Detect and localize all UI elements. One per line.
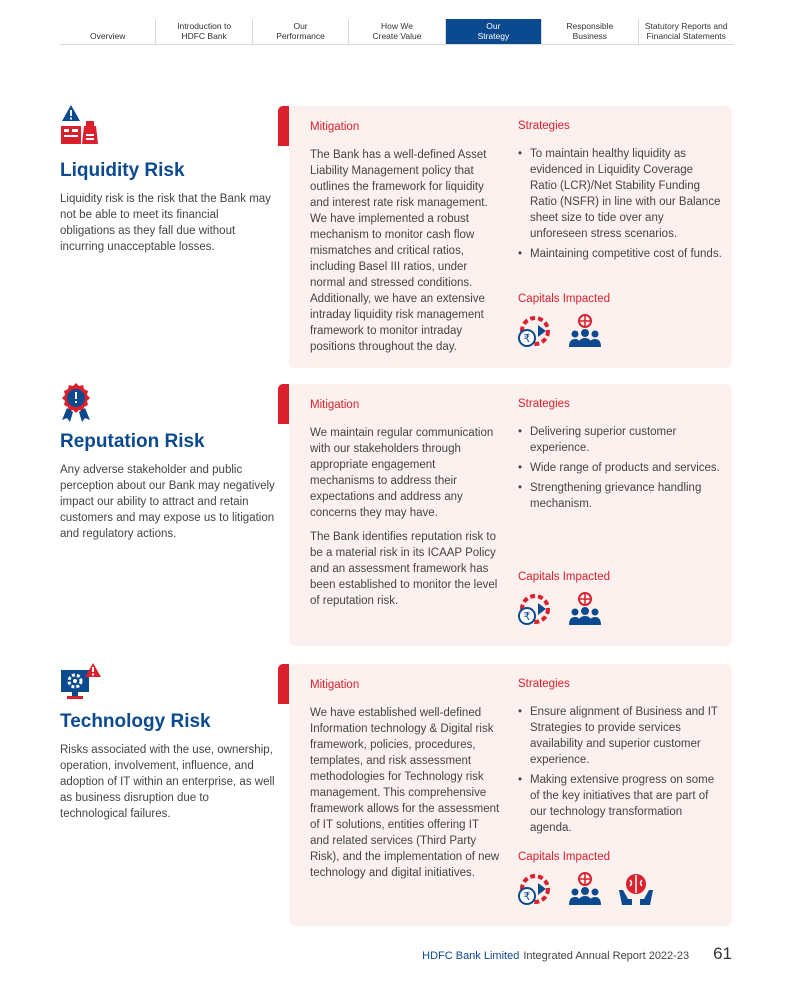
footer-report-title: Integrated Annual Report 2022-23 bbox=[523, 950, 690, 962]
tab-our-strategy[interactable]: Our Strategy bbox=[445, 19, 541, 44]
top-navigation bbox=[60, 19, 734, 45]
mitigation-text: The Bank identifies reputation risk to be a material risk in its ICAAP Policy and an assessment framework has been established to monitor the level of reputation risk. bbox=[310, 531, 498, 607]
risk-title: Liquidity Risk bbox=[60, 160, 185, 181]
strategy-item: • Wide range of products and services. bbox=[518, 460, 723, 476]
capitals-heading: Capitals Impacted bbox=[518, 293, 611, 305]
risk-description: Any adverse stakeholder and public perception about our Bank may negatively impact our ability to attract and retain customers and may expose us to litigation and regulatory actions. bbox=[60, 464, 275, 540]
strategies-heading: Strategies bbox=[518, 120, 570, 132]
tab-introduction[interactable]: Introduction to HDFC Bank bbox=[155, 19, 251, 44]
risk-description: Risks associated with the use, ownership, operation, involvement, influence, and adoption of IT within an enterprise, as well as business disruption due to technological failures. bbox=[60, 744, 275, 820]
mitigation-text: The Bank has a well-defined Asset Liability Management policy that outlines the framework for liquidity and interest rate risk management. We have implemented a robust mechanism to monitor cash flow mismatches and critical ratios, including Basel III ratios, under normal and stressed conditions. Additionally, we have an extensive intraday liquidity risk management framework to monitor intraday positions throughout the day. bbox=[310, 149, 488, 353]
reputation-risk-card bbox=[289, 384, 732, 646]
mitigation-heading: Mitigation bbox=[310, 121, 360, 133]
liquidity-risk-card bbox=[289, 106, 732, 368]
strategies-heading: Strategies bbox=[518, 678, 570, 690]
risk-description: Liquidity risk is the risk that the Bank may not be able to meet its financial obligations as they fall due without incurring unacceptable losses. bbox=[60, 193, 271, 253]
strategies-section bbox=[518, 677, 723, 840]
svg-text:₹: ₹ bbox=[523, 610, 531, 623]
card-accent bbox=[278, 384, 289, 424]
financial-capital-icon bbox=[518, 314, 552, 353]
intellectual-capital-icon bbox=[618, 872, 654, 911]
social-relationship-capital-icon bbox=[568, 872, 602, 911]
mitigation-section bbox=[310, 120, 500, 355]
capitals-impacted bbox=[518, 292, 610, 353]
mitigation-heading: Mitigation bbox=[310, 679, 360, 691]
strategy-item: • To maintain healthy liquidity as evidenced in Liquidity Coverage Ratio (LCR)/Net Stability Funding Ratio (NSFR) in line with our Balance sheet size to tide over any unforeseen stress scenarios. bbox=[518, 146, 723, 242]
capitals-impacted bbox=[518, 570, 610, 631]
social-relationship-capital-icon bbox=[568, 592, 602, 631]
strategy-item: • Maintaining competitive cost of funds. bbox=[518, 246, 723, 262]
reputation-risk-summary bbox=[60, 431, 275, 542]
strategy-item: • Delivering superior customer experience. bbox=[518, 424, 723, 456]
tab-how-we-create-value[interactable]: How We Create Value bbox=[348, 19, 444, 44]
card-accent bbox=[278, 106, 289, 146]
tab-responsible-business[interactable]: Responsible Business bbox=[541, 19, 637, 44]
mitigation-section bbox=[310, 678, 500, 881]
strategies-heading: Strategies bbox=[518, 398, 570, 410]
strategies-section bbox=[518, 119, 723, 266]
mitigation-section bbox=[310, 398, 500, 609]
strategy-item: • Making extensive progress on some of the key initiatives that are part of our technology transformation agenda. bbox=[518, 772, 723, 836]
financial-capital-icon bbox=[518, 872, 552, 911]
mitigation-text: We have established well-defined Information technology & Digital risk framework, policies, procedures, templates, and risk assessment methodologies for Technology risk management. This comprehensive framework allows for the assessment of IT solutions, entities offering IT and related services (Third Party Risk), and the implementation of new technology and digital initiatives. bbox=[310, 707, 500, 879]
capitals-impacted bbox=[518, 850, 654, 911]
tab-our-performance[interactable]: Our Performance bbox=[252, 19, 348, 44]
strategy-item: • Strengthening grievance handling mechanism. bbox=[518, 480, 723, 512]
page-number: 61 bbox=[713, 944, 732, 963]
risk-title: Reputation Risk bbox=[60, 431, 205, 452]
mitigation-text: We maintain regular communication with our stakeholders through appropriate engagement mechanisms to address their expectations and address any concerns they may have. bbox=[310, 427, 494, 519]
card-accent bbox=[278, 664, 289, 704]
tab-statutory-reports[interactable]: Statutory Reports and Financial Statements bbox=[638, 19, 734, 44]
risk-title: Technology Risk bbox=[60, 711, 211, 732]
strategies-section bbox=[518, 397, 723, 516]
liquidity-risk-icon bbox=[60, 104, 100, 151]
strategy-item: • Ensure alignment of Business and IT Strategies to provide services availability and superior customer experience. bbox=[518, 704, 723, 768]
capitals-heading: Capitals Impacted bbox=[518, 851, 611, 863]
technology-risk-summary bbox=[60, 711, 275, 822]
financial-capital-icon bbox=[518, 592, 552, 631]
technology-risk-card bbox=[289, 664, 732, 926]
tab-overview[interactable]: Overview bbox=[89, 31, 126, 41]
reputation-risk-icon bbox=[60, 382, 92, 427]
footer-brand: HDFC Bank Limited bbox=[422, 950, 520, 962]
page-footer bbox=[422, 944, 732, 964]
svg-text:₹: ₹ bbox=[523, 890, 531, 903]
technology-risk-icon bbox=[60, 662, 102, 705]
social-relationship-capital-icon bbox=[568, 314, 602, 353]
capitals-heading: Capitals Impacted bbox=[518, 571, 611, 583]
mitigation-heading: Mitigation bbox=[310, 399, 360, 411]
liquidity-risk-summary bbox=[60, 160, 275, 255]
svg-text:₹: ₹ bbox=[523, 332, 531, 345]
